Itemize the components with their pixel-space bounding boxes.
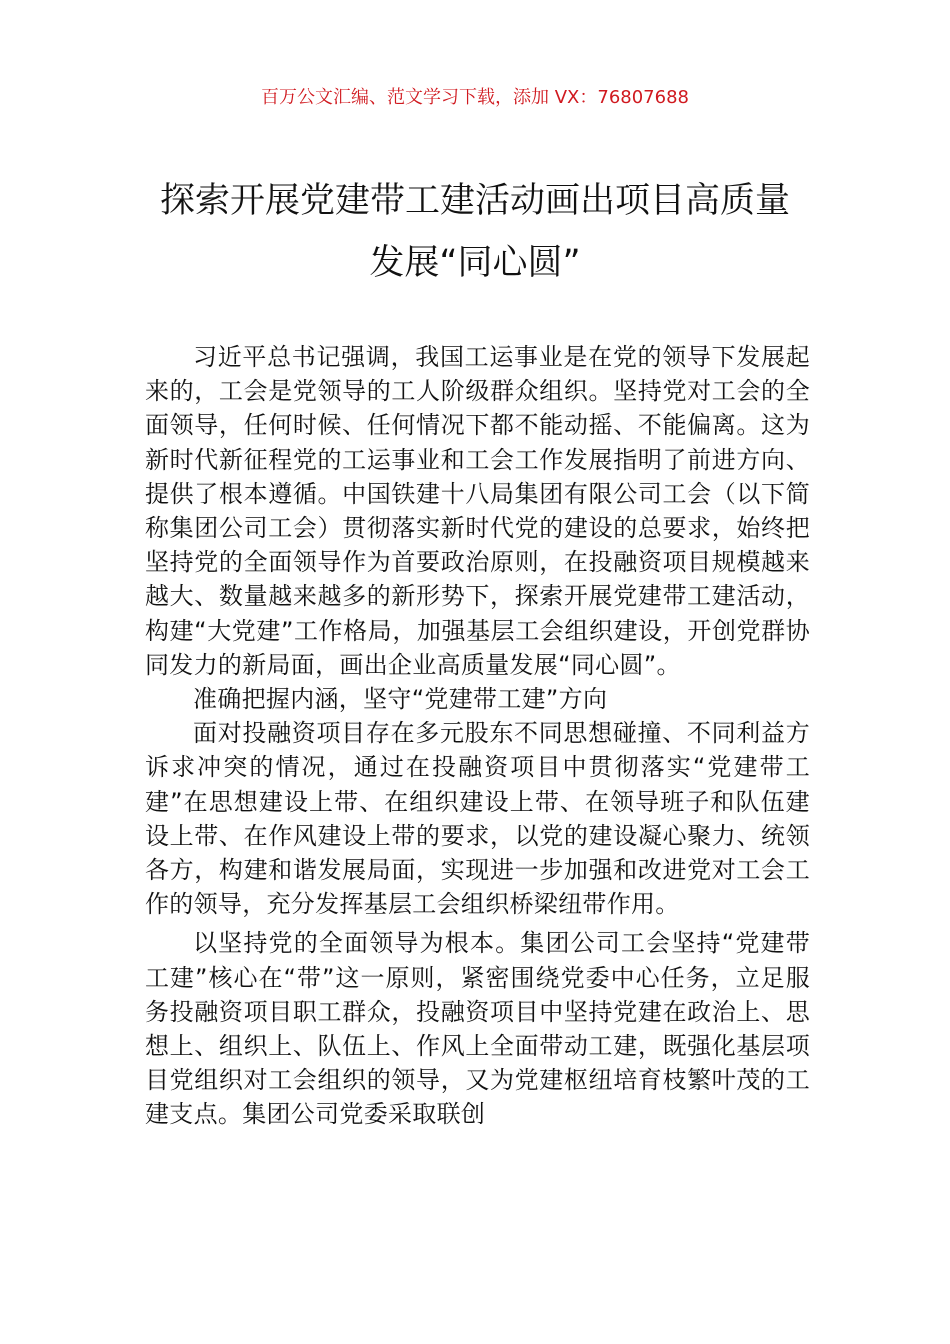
title-line-1: 探索开展党建带工建活动画出项目高质量 (159, 181, 790, 221)
document-body (145, 340, 810, 1132)
title-line-2: 发展“同心圆” (369, 243, 581, 283)
paragraph-section-1: 面对投融资项目存在多元股东不同思想碰撞、不同利益方诉求冲突的情况，通过在投融资项目中贯彻落实“党建带工建”在思想建设上带、在组织建设上带、在领导班子和队伍建设上带、在作风建设上带的要求，以党的建设凝心聚力、统领各方，构建和谐发展局面，实现进一步加强和改进党对工会工作的领导，充分发挥基层工会组织桥梁纽带作用。 (145, 719, 810, 919)
paragraph-section-2: 以坚持党的全面领导为根本。集团公司工会坚持“党建带工建”核心在“带”这一原则，紧密围绕党委中心任务，立足服务投融资项目职工群众，投融资项目中坚持党建在政治上、思想上、组织上、队伍上、作风上全面带动工建，既强化基层项目党组织对工会组织的领导，又为党建枢纽培育枝繁叶茂的工建支点。集团公司党委采取联创 (145, 929, 810, 1129)
section-heading: 准确把握内涵，坚守“党建带工建”方向 (193, 685, 608, 714)
header-download-note: 百万公文汇编、范文学习下载，添加 VX：76807688 (261, 87, 689, 108)
document-title (100, 170, 850, 294)
paragraph-intro: 习近平总书记强调，我国工运事业是在党的领导下发展起来的，工会是党领导的工人阶级群众组织。坚持党对工会的全面领导，任何时候、任何情况下都不能动摇、不能偏离。这为新时代新征程党的工运事业和工会工作发展指明了前进方向、提供了根本遵循。中国铁建十八局集团有限公司工会（以下简称集团公司工会）贯彻落实新时代党的建设的总要求，始终把坚持党的全面领导作为首要政治原则，在投融资项目规模越来越大、数量越来越多的新形势下，探索开展党建带工建活动，构建“大党建”工作格局，加强基层工会组织建设，开创党群协同发力的新局面，画出企业高质量发展“同心圆”。 (145, 343, 810, 679)
